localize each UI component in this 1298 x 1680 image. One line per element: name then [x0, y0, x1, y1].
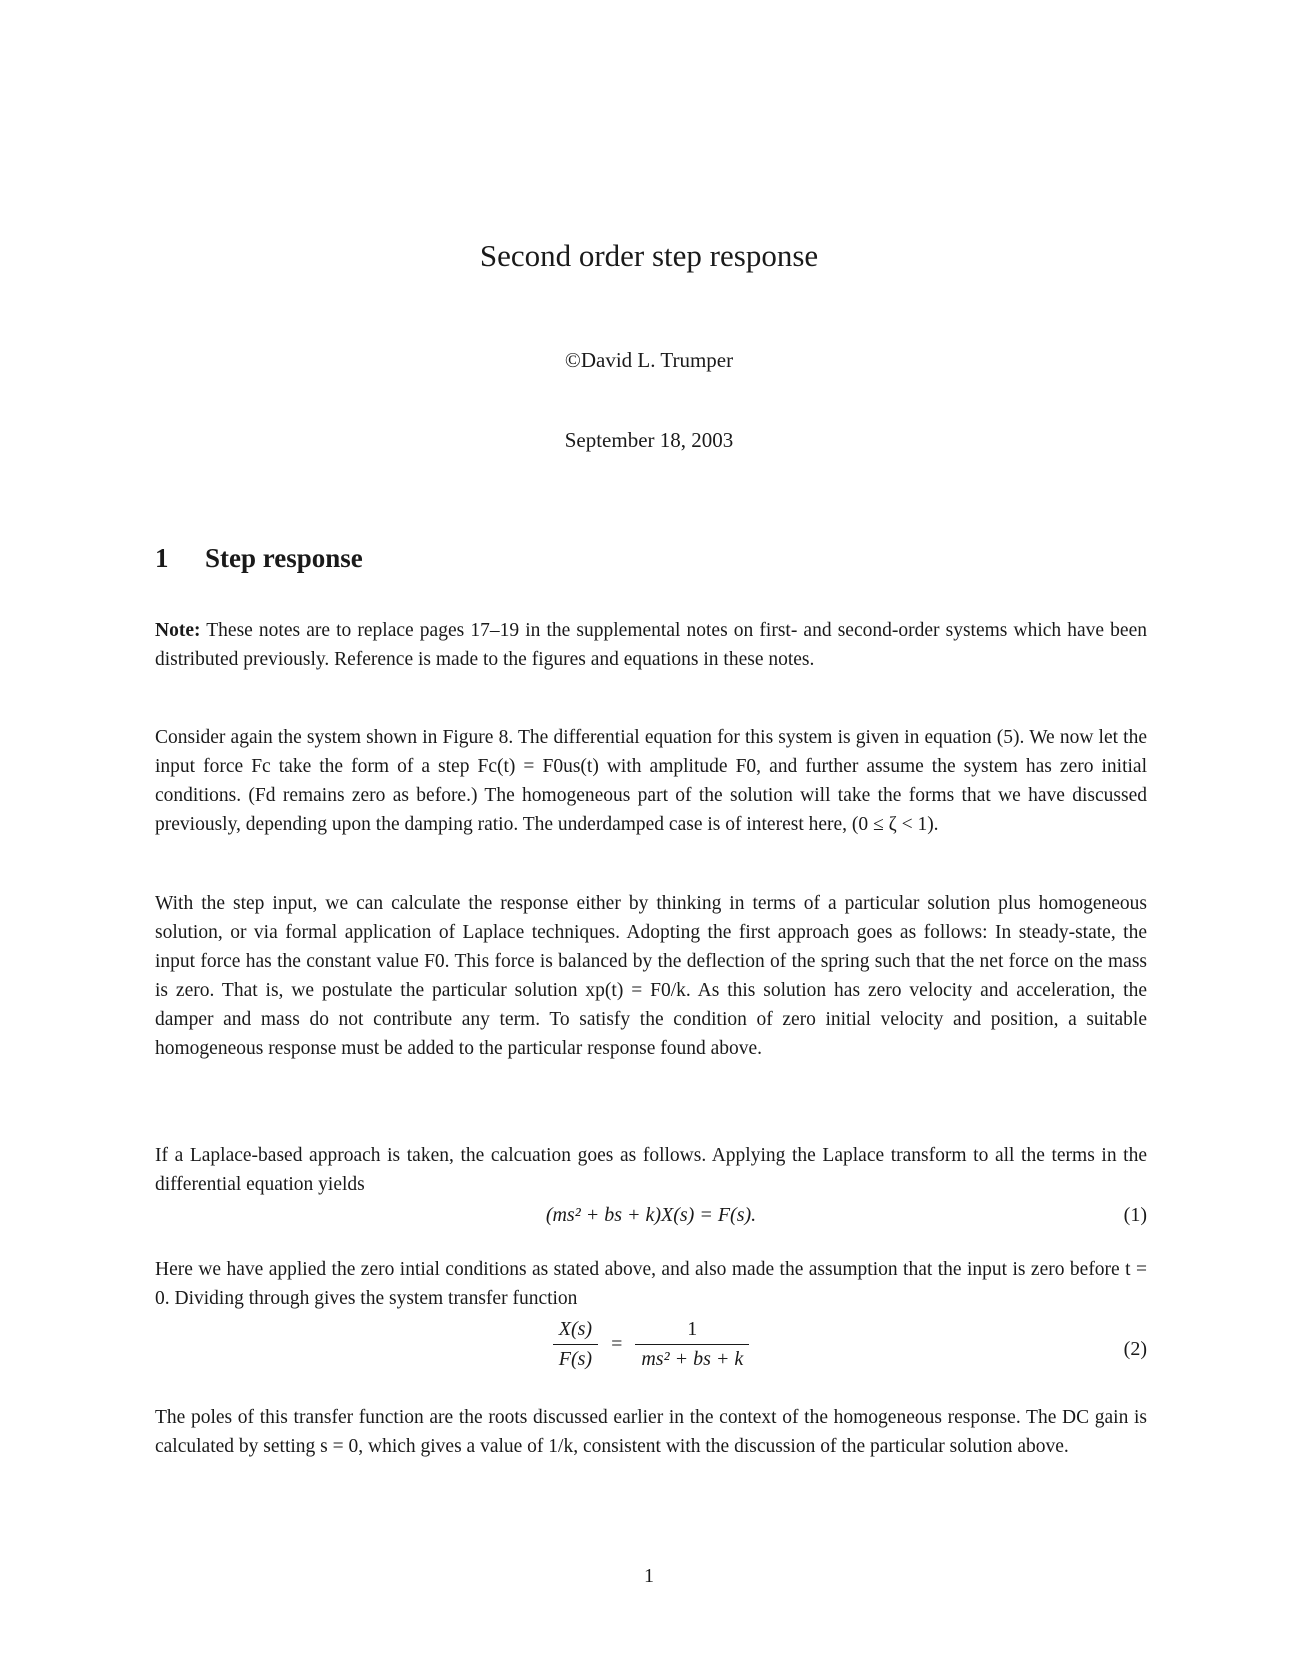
equation-2-rhs-num: 1: [635, 1318, 749, 1345]
section-heading: [155, 543, 363, 574]
equation-2-expr: [155, 1318, 1147, 1371]
paragraph-poles: The poles of this transfer function are the roots discussed earlier in the context of the homogeneous response. The DC gain is calculated by setting s = 0, which gives a value of 1/k, consistent with the discussion of the particular solution above.: [155, 1407, 1147, 1457]
equation-1-expr: (ms² + bs + k)X(s) = F(s).: [545, 1204, 757, 1226]
paragraph-step-input: With the step input, we can calculate the response either by thinking in terms of a particular solution plus homogeneous solution, or via formal application of Laplace techniques. Adopting the first approach goes as follows: In steady-state, the input force has the constant value F0. This force is balanced by the deflection of the spring such that the net force on the mass is zero. That is, we postulate the particular solution xp(t) = F0/k. As this solution has zero velocity and acceleration, the damper and mass do not contribute any term. To satisfy the condition of zero initial velocity and position, a suitable homogeneous response must be added to the particular response found above.: [155, 893, 1147, 1059]
section-title: Step response: [205, 543, 363, 573]
equation-2-lhs: [553, 1318, 598, 1371]
section-number: 1: [155, 543, 169, 573]
note-paragraph: [155, 616, 1147, 674]
equation-2-lhs-den: F(s): [558, 1348, 593, 1370]
note-text: These notes are to replace pages 17–19 in the supplemental notes on first- and second-order systems which have been distributed previously. Reference is made to the figures and equations in these notes.: [155, 620, 1147, 670]
page-number: 1: [644, 1565, 654, 1587]
equation-2-rhs: [635, 1318, 749, 1371]
equation-2: [155, 1318, 1147, 1388]
equation-2-number: (2): [1123, 1338, 1147, 1360]
equation-1-number: (1): [1123, 1204, 1147, 1226]
author: ©David L. Trumper: [564, 348, 734, 372]
equation-2-lhs-num: X(s): [553, 1318, 598, 1345]
paragraph-laplace: If a Laplace-based approach is taken, the calcuation goes as follows. Applying the Laplace transform to all the terms in the differential equation yields: [155, 1145, 1147, 1195]
paragraph-system: Consider again the system shown in Figure 8. The differential equation for this system is given in equation (5). We now let the input force Fc take the form of a step Fc(t) = F0us(t) with amplitude F0, and further assume the system has zero initial conditions. (Fd remains zero as before.) The homogeneous part of the solution will take the forms that we have discussed previously, depending upon the damping ratio. The underdamped case is of interest here, (0 ≤ ζ < 1).: [155, 727, 1147, 835]
paragraph-initial-conditions: Here we have applied the zero intial conditions as stated above, and also made the assumption that the input is zero before t = 0. Dividing through gives the system transfer function: [155, 1259, 1147, 1309]
equation-2-rhs-den: ms² + bs + k: [641, 1348, 744, 1370]
equation-1: [155, 1198, 1147, 1238]
note-label: Note:: [155, 620, 201, 641]
equation-2-equals: =: [611, 1333, 623, 1355]
date: September 18, 2003: [564, 428, 734, 452]
paper-title: Second order step response: [479, 238, 819, 273]
